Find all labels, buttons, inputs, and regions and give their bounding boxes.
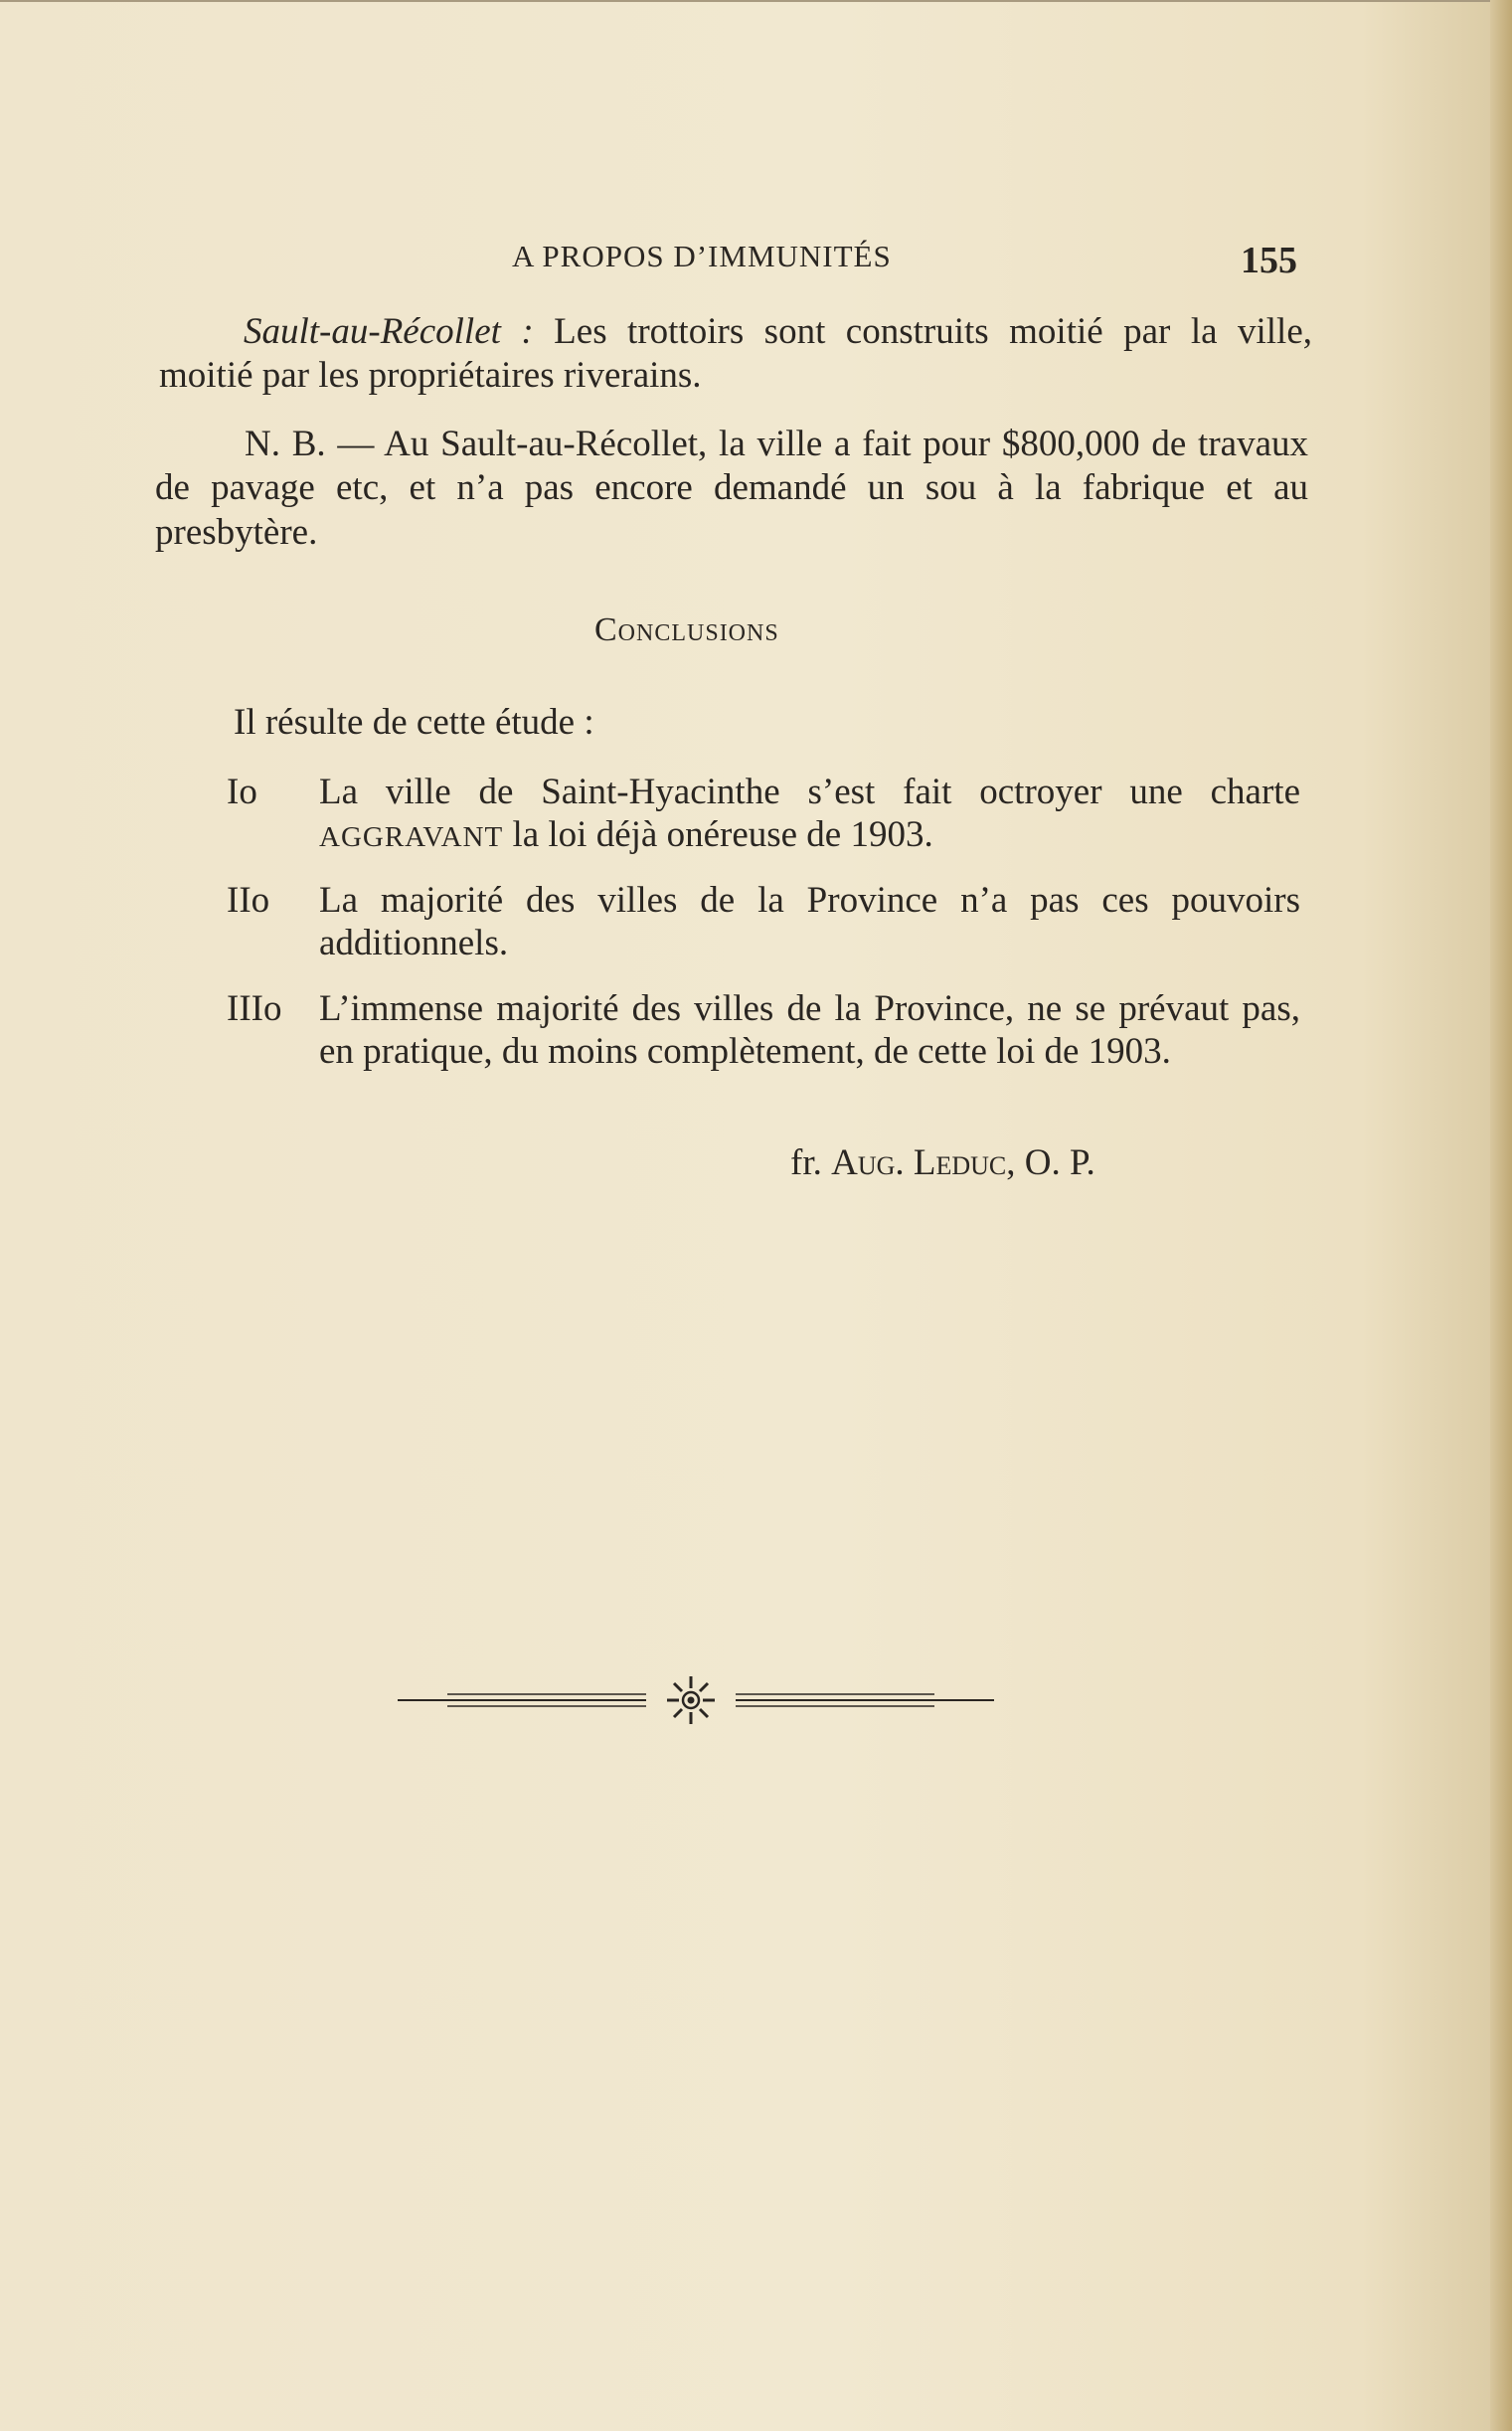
item-text: La ville de Saint-Hyacinthe s’est fait octroyer une charte AGGRAVANT la loi déjà onéreuse de 1903. bbox=[319, 772, 1300, 856]
emphasis-text: AGGRAVANT bbox=[319, 821, 504, 854]
item-number: IIo bbox=[227, 880, 270, 921]
section-heading: Conclusions bbox=[594, 611, 779, 648]
page-edge-shadow bbox=[1490, 0, 1512, 2431]
item-text: La majorité des villes de la Province n’a pas ces pouvoirs additionnels. bbox=[319, 880, 1300, 964]
page-top-border bbox=[0, 0, 1512, 2]
paragraph-sault-au-recollet bbox=[159, 310, 1312, 399]
item-text: L’immense majorité des villes de la Province, ne se prévaut pas, en pratique, du moins complètement, de cette loi de 1903. bbox=[319, 988, 1300, 1073]
conclusion-item bbox=[227, 879, 1300, 965]
running-title bbox=[512, 239, 892, 274]
conclusions-intro: Il résulte de cette étude : bbox=[234, 702, 594, 743]
signature-name: Aug. Leduc, O. P. bbox=[831, 1142, 1095, 1183]
item-number: Io bbox=[227, 772, 257, 812]
paragraph-label: Sault-au-Récollet : bbox=[244, 311, 534, 352]
conclusion-item bbox=[227, 771, 1300, 857]
item-number: IIIo bbox=[227, 988, 282, 1029]
paragraph-note: N. B. — Au Sault-au-Récollet, la ville a fait pour $800,000 de travaux de pavage etc, et n’a pas encore demandé un sou à la fabrique et au presbytère. bbox=[155, 424, 1308, 553]
signature bbox=[790, 1141, 1095, 1184]
conclusion-item bbox=[227, 987, 1300, 1074]
running-title-text: A PROPOS D’IMMUNITÉS bbox=[512, 239, 892, 273]
signature-prefix: fr. bbox=[790, 1142, 822, 1183]
paragraph-text: Les trottoirs sont construits moitié par la ville, moitié par les propriétaires riverains. bbox=[159, 311, 1313, 397]
sun-burst-ornament-icon bbox=[398, 1670, 994, 1730]
page-number: 155 bbox=[1241, 240, 1297, 281]
